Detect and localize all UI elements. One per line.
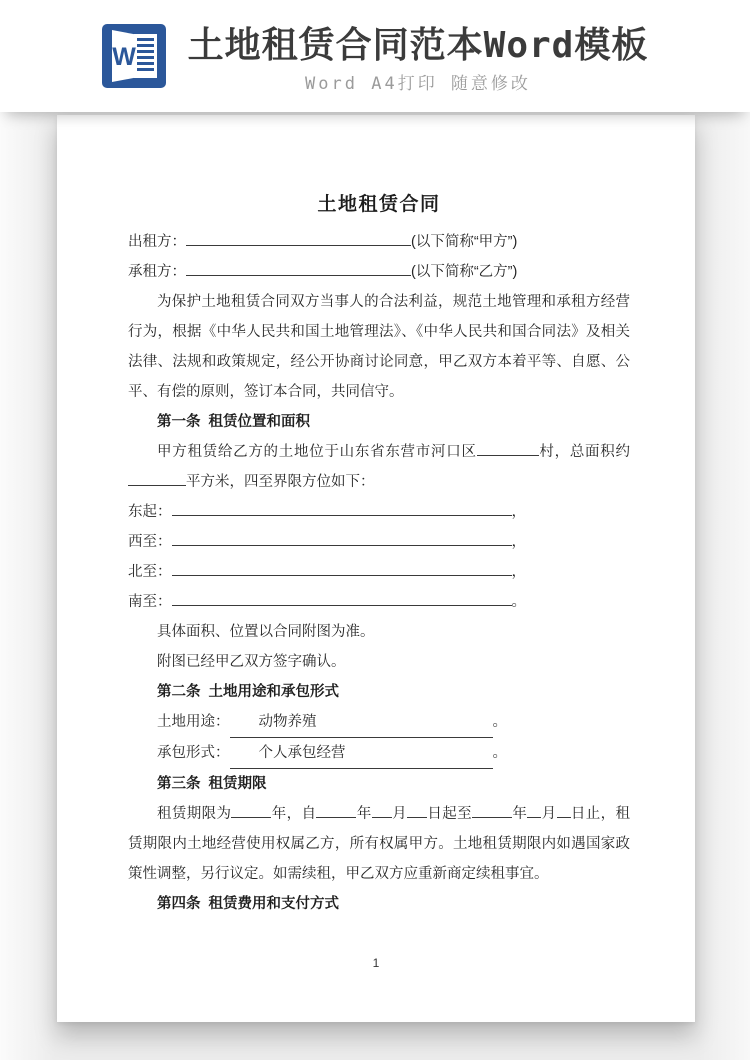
section3-heading: 第三条 租赁期限 <box>157 776 267 792</box>
lessee-line <box>128 257 630 287</box>
lessor-label: 出租方： <box>128 234 186 250</box>
contract-form-tail: 。 <box>492 745 507 761</box>
land-use-label: 土地用途： <box>157 714 230 730</box>
text-run: 年 <box>512 806 528 822</box>
term-blank-field <box>372 803 392 818</box>
boundary-blank-field <box>172 591 512 606</box>
boundary-label: 南至： <box>128 594 172 610</box>
boundary-tail: ， <box>511 564 526 580</box>
word-logo-letter: W <box>111 43 136 71</box>
boundary-blank-field <box>172 531 512 546</box>
term-blank-field <box>316 803 356 818</box>
lessor-line <box>128 227 630 257</box>
land-use-value: 动物养殖 <box>230 707 493 738</box>
header-inner <box>102 0 649 112</box>
lessee-label: 承租方： <box>128 264 186 280</box>
text-run: 日止，租赁期限内土地经营使用权属乙方，所有权属甲方。土地租赁期限内如遇国家政策性调整，另行议定。如需续租，甲乙双方应重新商定续租事宜。 <box>128 806 631 882</box>
word-icon <box>102 24 166 88</box>
text-run: 日起至 <box>426 806 472 822</box>
area-note-line: 具体面积、位置以合同附图为准。 <box>157 624 375 640</box>
document-title: 土地租赁合同 <box>317 194 441 215</box>
boundary-label: 北至： <box>128 564 172 580</box>
header-text-block <box>188 24 649 96</box>
term-blank-field <box>527 803 541 818</box>
template-subtitle: Word A4打印 随意修改 <box>305 74 531 94</box>
section1-heading: 第一条 租赁位置和面积 <box>157 414 311 430</box>
attachment-note-line: 附图已经甲乙双方签字确认。 <box>157 654 346 670</box>
lessor-suffix: (以下简称“甲方”) <box>411 234 518 250</box>
text-run: 村，总面积约 <box>538 444 631 460</box>
location-paragraph <box>128 437 630 497</box>
preamble-paragraph: 为保护土地租赁合同双方当事人的合法利益，规范土地管理和承租方经营行为，根据《中华人民共和国土地管理法》、《中华人民共和国合同法》及相关法律、法规和政策规定，经公开协商讨论同意，甲乙双方本着平等、自愿、公平、有偿的原则，签订本合同，共同信守。 <box>128 294 630 400</box>
boundary-line-north <box>128 557 630 587</box>
boundary-blank-field <box>172 561 512 576</box>
boundary-blank-field <box>172 501 512 516</box>
term-blank-field <box>407 803 427 818</box>
boundary-tail: ， <box>511 534 526 550</box>
text-run: 甲方租赁给乙方的土地位于山东省东营市河口区 <box>157 444 477 460</box>
term-blank-field <box>557 803 571 818</box>
text-run: 年，自 <box>271 806 317 822</box>
section2-heading: 第二条 土地用途和承包形式 <box>157 684 340 700</box>
boundary-line-east <box>128 497 630 527</box>
term-paragraph <box>128 799 630 889</box>
text-run: 平方米，四至界限方位如下： <box>186 474 375 490</box>
document-preview-area <box>0 112 750 1060</box>
template-header <box>0 0 750 112</box>
term-blank-field <box>472 803 512 818</box>
lessor-blank-field <box>186 231 411 246</box>
text-run: 月 <box>391 806 407 822</box>
contract-form-value: 个人承包经营 <box>230 738 493 769</box>
land-use-line <box>128 707 630 738</box>
document-page <box>57 115 695 1022</box>
area-blank-field <box>128 471 186 486</box>
contract-form-label: 承包形式： <box>157 745 230 761</box>
village-blank-field <box>477 441 539 456</box>
section4-heading: 第四条 租赁费用和支付方式 <box>157 896 340 912</box>
template-title: 土地租赁合同范本Word模板 <box>187 25 649 66</box>
page-number: 1 <box>372 956 380 970</box>
text-run: 月 <box>541 806 557 822</box>
boundary-line-south <box>128 587 630 617</box>
boundary-tail: ， <box>511 504 526 520</box>
boundary-label: 东起： <box>128 504 172 520</box>
contract-form-line <box>128 738 630 769</box>
boundary-line-west <box>128 527 630 557</box>
boundary-tail: 。 <box>511 594 526 610</box>
lessee-suffix: (以下简称“乙方”) <box>411 264 518 280</box>
text-run: 租赁期限为 <box>157 806 232 822</box>
lessee-blank-field <box>186 261 411 276</box>
boundary-label: 西至： <box>128 534 172 550</box>
land-use-tail: 。 <box>492 714 507 730</box>
text-run: 年 <box>356 806 372 822</box>
term-blank-field <box>231 803 271 818</box>
